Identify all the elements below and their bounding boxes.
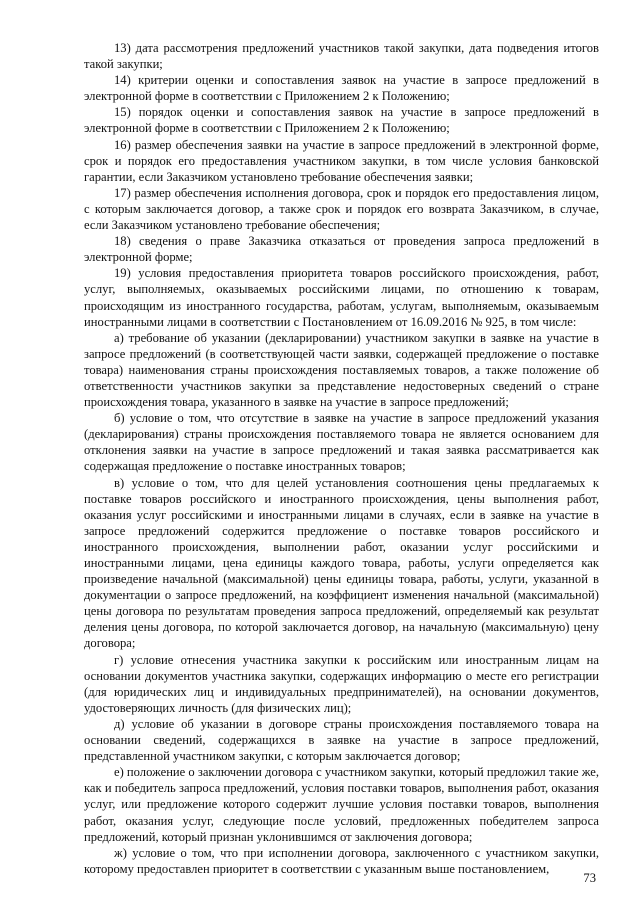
paragraph-item-14: 14) критерии оценки и сопоставления заявок на участие в запросе предложений в электронной форме в соответствии с Приложением 2 к Положению; bbox=[84, 73, 599, 104]
paragraph-item-19: 19) условия предоставления приоритета товаров российского происхождения, работ, услуг, выполняемых, оказываемых российскими лицами, по отношению к товарам, происходящим из иностранного государства, работам, услугам, выполняемым, оказываемым иностранными лицами в соответствии с Постановлением от 16.09.2016 № 925, в том числе: bbox=[84, 266, 599, 329]
paragraph-item-18: 18) сведения о праве Заказчика отказаться от проведения запроса предложений в электронной форме; bbox=[84, 234, 599, 265]
paragraph-subitem-zh: ж) условие о том, что при исполнении договора, заключенного с участником закупки, которому предоставлен приоритет в соответствии с указанным выше постановлением, bbox=[84, 845, 599, 876]
paragraph-item-16: 16) размер обеспечения заявки на участие в запросе предложений в электронной форме, срок и порядок его предоставления участником закупки, в том числе условия банковской гарантии, если Заказчиком установлено требование обеспечения заявки; bbox=[84, 137, 599, 184]
paragraph-item-17: 17) размер обеспечения исполнения договора, срок и порядок его предоставления лицом, с которым заключается договор, а также срок и порядок его возврата Заказчиком, в случае, если Заказчиком установлено требование обеспечения; bbox=[84, 185, 599, 233]
page-number: 73 bbox=[583, 871, 596, 885]
paragraph-subitem-v: в) условие о том, что для целей установления соотношения цены предлагаемых к поставке товаров российского и иностранного происхождения, цены выполнения работ, оказания услуг российскими и иностранными лицами в случаях, если в заявке на участие в запросе предложений содержится предложение о поставке товаров российского и иностранного происхождения, выполнении работ, оказании услуг российскими и иностранными лицами, цена единицы каждого товара, работы, услуги определяется как произведение начальной (максимальной) цены единицы товара, работы, услуги, указанной в документации о запросе предложений, на коэффициент изменения начальной (максимальной) цены договора по результатам проведения запроса предложений, определяемый как результат деления цены договора, по которой заключается договор, на начальную (максимальную) цену договора; bbox=[84, 475, 599, 651]
paragraph-subitem-d: д) условие об указании в договоре страны происхождения поставляемого товара на основании сведений, содержащихся в заявке на участие в запросе предложений, представленной участником закупки, с которым заключается договор; bbox=[84, 716, 599, 764]
paragraph-subitem-e: е) положение о заключении договора с участником закупки, который предложил такие же, как и победитель запроса предложений, условия поставки товаров, выполнения работ, оказания услуг, или предложение которого содержит лучшие условия поставки товаров, выполнения работ, оказания услуг, следующие после условий, предложенных победителем запроса предложений, который признан уклонившимся от заключения договора; bbox=[84, 765, 599, 844]
document-body bbox=[84, 40, 599, 877]
paragraph-item-15: 15) порядок оценки и сопоставления заявок на участие в запросе предложений в электронной форме в соответствии с Приложением 2 к Положению; bbox=[84, 105, 599, 136]
paragraph-subitem-g: г) условие отнесения участника закупки к российским или иностранным лицам на основании документов участника закупки, содержащих информацию о месте его регистрации (для юридических лиц и индивидуальных предпринимателей), на основании документов, удостоверяющих личность (для физических лиц); bbox=[84, 652, 599, 715]
paragraph-subitem-b: б) условие о том, что отсутствие в заявке на участие в запросе предложений указания (декларирования) страны происхождения поставляемого товара не является основанием для отклонения заявки на участие в запросе предложений и такая заявка рассматривается как содержащая предложение о поставке иностранных товаров; bbox=[84, 411, 599, 474]
paragraph-subitem-a: а) требование об указании (декларировании) участником закупки в заявке на участие в запросе предложений (в соответствующей части заявки, содержащей предложение о поставке товара) наименования страны происхождения поставляемых товаров, а также положение об ответственности участников закупки за представление недостоверных сведений о стране происхождения товара, указанного в заявке на участие в запросе предложений; bbox=[84, 330, 599, 410]
paragraph-item-13: 13) дата рассмотрения предложений участников такой закупки, дата подведения итогов такой закупки; bbox=[84, 41, 599, 72]
